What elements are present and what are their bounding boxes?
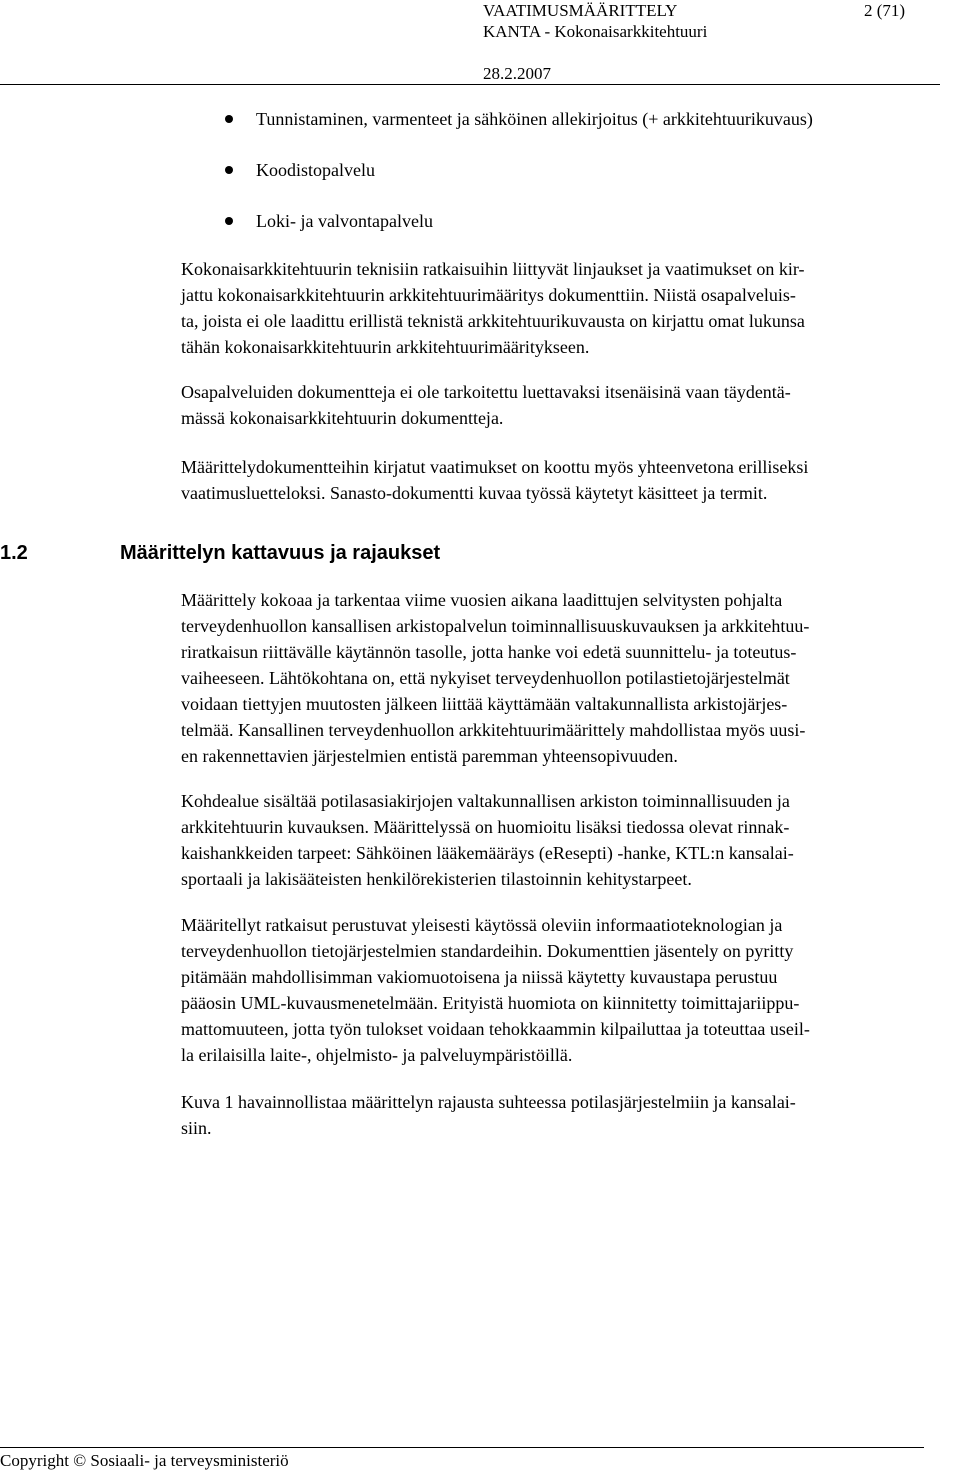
paragraph-line: ta, joista ei ole laadittu erillistä teknistä arkkitehtuurikuvausta on kirjattu omat lukunsa <box>181 311 805 331</box>
paragraph-line: mässä kokonaisarkkitehtuurin dokumentteja. <box>181 408 504 428</box>
document-date: 28.2.2007 <box>483 64 551 83</box>
paragraph-line: terveydenhuollon kansallisen arkistopalvelun toiminnallisuuskuvauksen ja arkkitehtuu- <box>181 616 810 636</box>
paragraph-line: Määrittely kokoaa ja tarkentaa viime vuosien aikana laadittujen selvitysten pohjalta <box>181 590 783 610</box>
body-paragraph <box>181 1089 955 1141</box>
section-title: Määrittelyn kattavuus ja rajaukset <box>120 542 441 564</box>
paragraph-line: siin. <box>181 1118 212 1138</box>
paragraph-line: sportaali ja lakisääteisten henkilörekisterien tilastoinnin kehitystarpeet. <box>181 869 692 889</box>
bullet-icon <box>225 217 233 225</box>
section-heading <box>0 538 960 568</box>
body-paragraph <box>181 454 955 506</box>
document-title: VAATIMUSMÄÄRITTELY <box>483 1 678 20</box>
paragraph-line: Määritellyt ratkaisut perustuvat yleisesti käytössä oleviin informaatioteknologian ja <box>181 915 783 935</box>
paragraph-line: voidaan tiettyjen muutosten jälkeen liittää käyttämään valtakunnallista arkistojärjes- <box>181 694 788 714</box>
paragraph-line: pitämään mahdollisimman vakiomuotoisena ja niissä käytetty kuvaustapa perustuu <box>181 967 778 987</box>
paragraph-line: kaishankkeiden tarpeet: Sähköinen lääkemääräys (eResepti) -hanke, KTL:n kansalai- <box>181 843 794 863</box>
list-item-text: Loki- ja valvontapalvelu <box>256 211 433 231</box>
document-subtitle: KANTA - Kokonaisarkkitehtuuri <box>483 22 708 41</box>
paragraph-line: tähän kokonaisarkkitehtuurin arkkitehtuurimääritykseen. <box>181 337 590 357</box>
list-item-text: Tunnistaminen, varmenteet ja sähköinen allekirjoitus (+ arkkitehtuurikuvaus) <box>256 109 813 129</box>
paragraph-line: jattu kokonaisarkkitehtuurin arkkitehtuurimääritys dokumenttiin. Niistä osapalveluis- <box>181 285 796 305</box>
copyright-notice: Copyright © Sosiaali- ja terveysministeriö <box>0 1451 289 1470</box>
bullet-icon <box>225 166 233 174</box>
bullet-icon <box>225 115 233 123</box>
paragraph-line: Määrittelydokumentteihin kirjatut vaatimukset on koottu myös yhteenvetona erilliseksi <box>181 457 809 477</box>
list-item <box>0 106 960 132</box>
paragraph-line: vaatimusluetteloksi. Sanasto-dokumentti kuvaa työssä käytetyt käsitteet ja termit. <box>181 483 768 503</box>
footer-divider <box>0 1447 924 1448</box>
paragraph-line: arkkitehtuurin kuvauksen. Määrittelyssä on huomioitu lisäksi tiedossa olevat rinnak- <box>181 817 790 837</box>
paragraph-line: la erilaisilla laite-, ohjelmisto- ja palveluympäristöillä. <box>181 1045 573 1065</box>
body-paragraph <box>181 788 955 892</box>
body-paragraph <box>181 912 955 1068</box>
body-paragraph <box>181 587 955 769</box>
paragraph-line: en rakennettavien järjestelmien entistä paremman yhteensopivuuden. <box>181 746 678 766</box>
list-item-text: Koodistopalvelu <box>256 160 375 180</box>
paragraph-line: Kohdealue sisältää potilasasiakirjojen valtakunnallisen arkiston toiminnallisuuden ja <box>181 791 790 811</box>
page-number: 2 (71) <box>864 1 906 20</box>
section-number: 1.2 <box>0 542 28 564</box>
header-divider <box>0 84 940 85</box>
list-item <box>0 157 960 183</box>
paragraph-line: mattomuuteen, jotta työn tulokset voidaan tehokkaammin kilpailuttaa ja toteuttaa useil- <box>181 1019 810 1039</box>
paragraph-line: Kuva 1 havainnollistaa määrittelyn rajausta suhteessa potilasjärjestelmiin ja kansalai- <box>181 1092 796 1112</box>
paragraph-line: terveydenhuollon tietojärjestelmien standardeihin. Dokumenttien jäsentely on pyritty <box>181 941 794 961</box>
paragraph-line: riratkaisun riittävälle käytännön tasolle, jotta hanke voi edetä suunnittelu- ja toteutus- <box>181 642 797 662</box>
paragraph-line: telmää. Kansallinen terveydenhuollon arkkitehtuurimäärittely mahdollistaa myös uusi- <box>181 720 806 740</box>
paragraph-line: Osapalveluiden dokumentteja ei ole tarkoitettu luettavaksi itsenäisinä vaan täydentä- <box>181 382 791 402</box>
list-item <box>0 208 960 234</box>
body-paragraph <box>181 379 955 431</box>
body-paragraph <box>181 256 955 360</box>
paragraph-line: vaiheeseen. Lähtökohtana on, että nykyiset terveydenhuollon potilastietojärjestelmät <box>181 668 790 688</box>
paragraph-line: pääosin UML-kuvausmenetelmään. Erityistä huomiota on kiinnitetty toimittajariippu- <box>181 993 800 1013</box>
paragraph-line: Kokonaisarkkitehtuurin teknisiin ratkaisuihin liittyvät linjaukset ja vaatimukset on kir- <box>181 259 805 279</box>
